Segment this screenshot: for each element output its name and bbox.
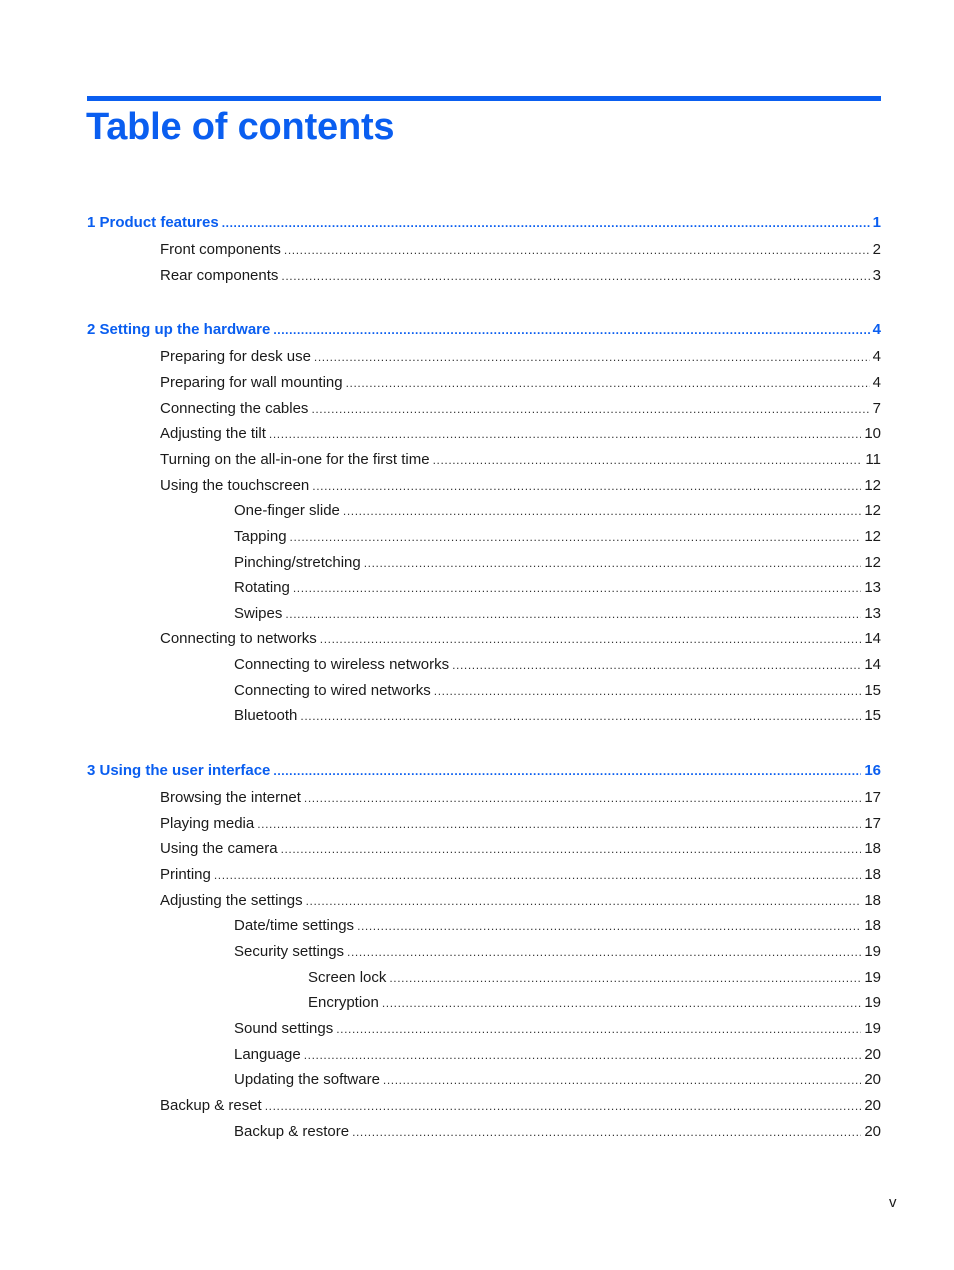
toc-entry-page: 19 <box>864 943 881 960</box>
toc-entry[interactable] <box>160 476 881 496</box>
toc-entry-title: Sound settings <box>234 1020 334 1037</box>
toc-entry-title: Swipes <box>234 605 283 622</box>
toc-dot-leader <box>352 1122 861 1142</box>
toc-entry-page: 17 <box>864 789 881 806</box>
toc-entry-page: 20 <box>864 1046 881 1063</box>
toc-entry-page: 4 <box>872 348 881 365</box>
toc-entry-title: Backup & reset <box>160 1097 262 1114</box>
toc-entry[interactable] <box>160 629 881 649</box>
toc-dot-leader <box>290 527 862 547</box>
toc-dot-leader <box>306 891 862 911</box>
toc-entry-page: 13 <box>864 605 881 622</box>
toc-dot-leader <box>304 1045 862 1065</box>
toc-dot-leader <box>273 761 861 781</box>
toc-dot-leader <box>214 865 861 885</box>
toc-entry-page: 15 <box>864 682 881 699</box>
toc-entry-title: Playing media <box>160 815 255 832</box>
toc-dot-leader <box>343 501 861 521</box>
toc-entry-title: Encryption <box>308 994 379 1011</box>
toc-entry[interactable] <box>234 1070 881 1090</box>
toc-entry[interactable] <box>160 266 881 286</box>
toc-entry[interactable] <box>234 604 881 624</box>
page-title: Table of contents <box>86 106 395 148</box>
toc-entry[interactable] <box>160 450 881 470</box>
toc-entry-title: Rotating <box>234 579 290 596</box>
toc-entry-page: 20 <box>864 1123 881 1140</box>
toc-entry-title: Bluetooth <box>234 707 298 724</box>
toc-entry-page: 11 <box>865 451 881 468</box>
toc-entry-page: 19 <box>864 994 881 1011</box>
toc-dot-leader <box>281 266 869 286</box>
toc-entry[interactable] <box>160 424 881 444</box>
toc-entry-title: Pinching/stretching <box>234 554 361 571</box>
toc-entry-title: Adjusting the settings <box>160 892 303 909</box>
toc-dot-leader <box>284 240 870 260</box>
toc-entry[interactable] <box>234 527 881 547</box>
toc-entry-page: 12 <box>864 554 881 571</box>
toc-entry[interactable] <box>234 1045 881 1065</box>
toc-entry-title: Connecting the cables <box>160 400 309 417</box>
toc-entry-page: 7 <box>872 400 881 417</box>
toc-dot-leader <box>312 476 861 496</box>
toc-entry-page: 13 <box>864 579 881 596</box>
toc-entry[interactable] <box>234 916 881 936</box>
toc-entry[interactable] <box>160 373 881 393</box>
toc-entry-title: Connecting to wireless networks <box>234 656 450 673</box>
toc-dot-leader <box>285 604 861 624</box>
toc-entry-page: 18 <box>864 840 881 857</box>
toc-entry-page: 4 <box>872 374 881 391</box>
toc-entry-title: Backup & restore <box>234 1123 350 1140</box>
toc-entry[interactable] <box>160 240 881 260</box>
toc-entry[interactable] <box>160 839 881 859</box>
toc-entry[interactable] <box>234 1122 881 1142</box>
toc-dot-leader <box>273 320 869 340</box>
toc-entry-title: One-finger slide <box>234 502 340 519</box>
toc-entry-page: 20 <box>864 1097 881 1114</box>
toc-entry[interactable] <box>234 553 881 573</box>
toc-entry-title: Language <box>234 1046 301 1063</box>
toc-entry-page: 1 <box>872 214 881 231</box>
toc-entry-page: 4 <box>872 321 881 338</box>
toc-entry-page: 12 <box>864 502 881 519</box>
toc-entry-title: Preparing for wall mounting <box>160 374 343 391</box>
toc-dot-leader <box>382 993 861 1013</box>
toc-chapter[interactable] <box>87 213 881 233</box>
toc-dot-leader <box>336 1019 861 1039</box>
toc-entry-title: Browsing the internet <box>160 789 301 806</box>
toc-entry[interactable] <box>160 865 881 885</box>
toc-dot-leader <box>257 814 861 834</box>
page-number: v <box>889 1194 897 1211</box>
toc-entry-title: Printing <box>160 866 211 883</box>
toc-chapter[interactable] <box>87 320 881 340</box>
toc-dot-leader <box>434 681 862 701</box>
toc-dot-leader <box>269 424 861 444</box>
toc-entry[interactable] <box>234 681 881 701</box>
toc-dot-leader <box>320 629 862 649</box>
toc-entry-title: 2 Setting up the hardware <box>87 321 271 338</box>
toc-entry[interactable] <box>160 1096 881 1116</box>
toc-entry[interactable] <box>160 399 881 419</box>
toc-dot-leader <box>265 1096 862 1116</box>
toc-dot-leader <box>222 213 870 233</box>
toc-entry[interactable] <box>234 655 881 675</box>
toc-entry-page: 19 <box>864 1020 881 1037</box>
toc-dot-leader <box>433 450 863 470</box>
toc-entry[interactable] <box>160 347 881 367</box>
toc-entry-title: Adjusting the tilt <box>160 425 266 442</box>
toc-entry[interactable] <box>308 968 881 988</box>
toc-entry-page: 18 <box>864 866 881 883</box>
toc-entry-title: Screen lock <box>308 969 387 986</box>
toc-entry[interactable] <box>234 578 881 598</box>
toc-dot-leader <box>314 347 870 367</box>
toc-entry-title: Rear components <box>160 267 279 284</box>
toc-entry-page: 18 <box>864 917 881 934</box>
toc-entry-title: Front components <box>160 241 281 258</box>
toc-entry[interactable] <box>160 814 881 834</box>
toc-entry[interactable] <box>234 942 881 962</box>
toc-dot-leader <box>281 839 862 859</box>
toc-dot-leader <box>357 916 861 936</box>
toc-dot-leader <box>293 578 861 598</box>
toc-entry-title: Using the camera <box>160 840 278 857</box>
toc-entry-page: 19 <box>864 969 881 986</box>
toc-entry-page: 12 <box>864 477 881 494</box>
toc-entry-title: 1 Product features <box>87 214 219 231</box>
toc-entry-title: 3 Using the user interface <box>87 762 271 779</box>
toc-entry-title: Connecting to wired networks <box>234 682 431 699</box>
toc-entry[interactable] <box>308 993 881 1013</box>
toc-entry-page: 14 <box>864 630 881 647</box>
toc-entry-page: 10 <box>864 425 881 442</box>
toc-entry[interactable] <box>160 891 881 911</box>
toc-entry-page: 3 <box>872 267 881 284</box>
toc-dot-leader <box>364 553 862 573</box>
toc-entry-title: Using the touchscreen <box>160 477 310 494</box>
toc-entry-page: 17 <box>864 815 881 832</box>
toc-entry-page: 14 <box>864 656 881 673</box>
toc-entry-title: Security settings <box>234 943 345 960</box>
toc-entry[interactable] <box>160 788 881 808</box>
toc-entry[interactable] <box>234 501 881 521</box>
toc-entry-page: 15 <box>864 707 881 724</box>
toc-chapter[interactable] <box>87 761 881 781</box>
toc-dot-leader <box>347 942 861 962</box>
toc-dot-leader <box>311 399 869 419</box>
toc-entry-title: Turning on the all-in-one for the first time <box>160 451 430 468</box>
toc-dot-leader <box>452 655 861 675</box>
toc-dot-leader <box>383 1070 861 1090</box>
toc-entry-title: Tapping <box>234 528 287 545</box>
toc-entry-page: 16 <box>864 762 881 779</box>
toc-dot-leader <box>389 968 861 988</box>
toc-entry-title: Date/time settings <box>234 917 355 934</box>
toc-entry-page: 12 <box>864 528 881 545</box>
toc-dot-leader <box>346 373 870 393</box>
toc-entry-title: Connecting to networks <box>160 630 317 647</box>
toc-entry-page: 2 <box>872 241 881 258</box>
toc-entry-page: 20 <box>864 1071 881 1088</box>
toc-entry-title: Preparing for desk use <box>160 348 311 365</box>
toc-dot-leader <box>304 788 861 808</box>
toc-entry-title: Updating the software <box>234 1071 380 1088</box>
toc-dot-leader <box>300 706 861 726</box>
toc-entry[interactable] <box>234 1019 881 1039</box>
toc-entry[interactable] <box>234 706 881 726</box>
toc-entry-page: 18 <box>864 892 881 909</box>
